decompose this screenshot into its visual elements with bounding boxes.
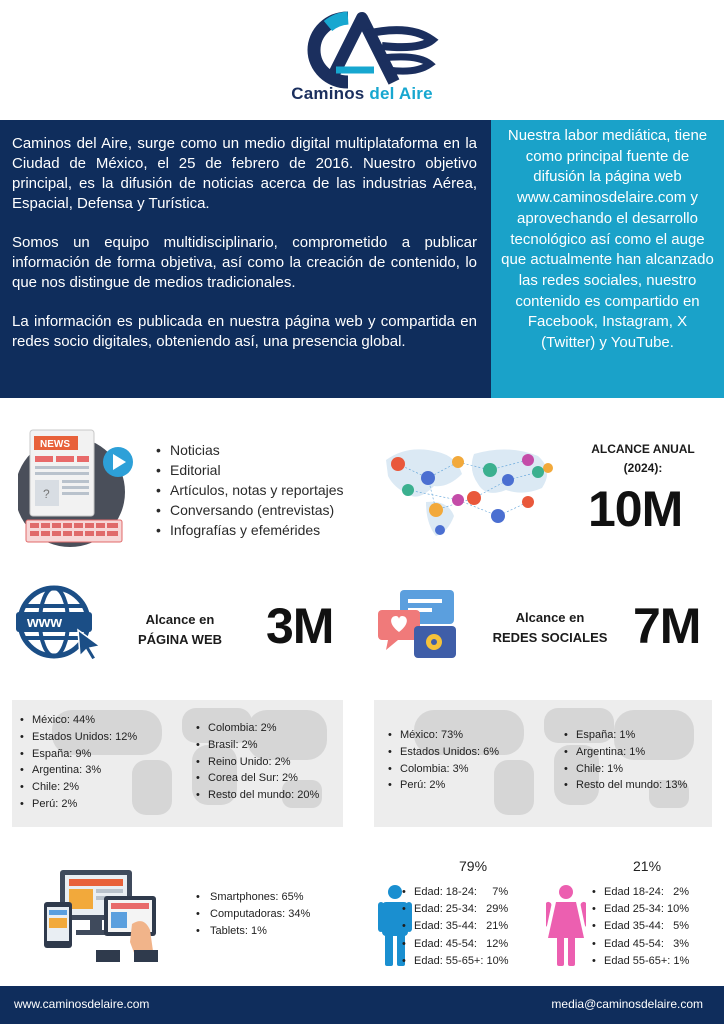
- web-reach-value: 3M: [266, 598, 334, 654]
- web-reach-label: [128, 610, 232, 650]
- intro-side-panel: [491, 120, 724, 398]
- annual-reach-label-line1: ALCANCE ANUAL: [591, 442, 695, 456]
- list-item: • Brasil: 2%: [196, 737, 319, 754]
- annual-reach-label: [584, 440, 702, 478]
- website-link[interactable]: www.caminosdelaire.com: [14, 997, 150, 1011]
- list-item: • Estados Unidos: 6%: [388, 744, 499, 761]
- male-percent: 79%: [459, 858, 488, 874]
- list-item: • Edad 55-65+: 1%: [592, 953, 689, 970]
- list-item: • Argentina: 1%: [564, 744, 687, 761]
- list-item: • Edad 18-24: 2%: [592, 884, 689, 901]
- list-item: • Perú: 2%: [388, 777, 499, 794]
- chat-bubbles-icon: [376, 588, 460, 664]
- list-item: • Resto del mundo: 20%: [196, 787, 319, 804]
- list-item: • Edad: 55-65+: 10%: [402, 953, 509, 970]
- male-age-list: [402, 884, 509, 970]
- intro-paragraph-3: La información es publicada en nuestra página web y compartida en redes socio digitales, obteniendo así, una presencia global.: [12, 313, 477, 350]
- intro-side-text: Nuestra labor mediática, tiene como principal fuente de difusión la página web www.caminosdelaire.com y aprovechando el desarrollo tecnológico así como el auge que actualmente han alcanzado las redes sociales, nuestro contenido es compartido en Facebook, Instagram, X (Twitter) y YouTube.: [501, 127, 714, 352]
- list-item: • Computadoras: 34%: [196, 906, 310, 923]
- list-item: • Chile: 2%: [20, 779, 137, 796]
- social-countries-col2: [564, 727, 687, 794]
- content-types-list: [156, 440, 344, 540]
- list-item: • México: 44%: [20, 712, 137, 729]
- list-item: • Edad: 35-44: 21%: [402, 918, 509, 935]
- list-item: • Edad: 25-34: 29%: [402, 901, 509, 918]
- list-item: • Edad 35-44: 5%: [592, 918, 689, 935]
- footer: [0, 986, 724, 1024]
- list-item: • Edad 45-54: 3%: [592, 936, 689, 953]
- list-item: • Perú: 2%: [20, 796, 137, 813]
- list-item: • Smartphones: 65%: [196, 889, 310, 906]
- list-item: • Estados Unidos: 12%: [20, 729, 137, 746]
- globe-www-icon: [14, 584, 106, 662]
- female-icon: [546, 884, 586, 968]
- female-percent: 21%: [633, 858, 662, 874]
- web-reach-label-line2: PÁGINA WEB: [137, 632, 223, 647]
- social-reach-label-line1: Alcance en: [515, 610, 585, 625]
- social-countries-col1: [388, 727, 499, 794]
- list-item: • Editorial: [156, 460, 344, 480]
- list-item: • Reino Unido: 2%: [196, 754, 319, 771]
- news-icon: [18, 428, 144, 548]
- social-countries-panel: [374, 700, 712, 827]
- social-reach-value: 7M: [633, 598, 701, 654]
- list-item: • Colombia: 3%: [388, 761, 499, 778]
- list-item: • España: 9%: [20, 746, 137, 763]
- annual-reach-label-line2: (2024):: [623, 461, 663, 475]
- list-item: • Argentina: 3%: [20, 762, 137, 779]
- list-item: • Resto del mundo: 13%: [564, 777, 687, 794]
- brand-name-part1: Caminos: [291, 84, 365, 103]
- list-item: • Infografías y efemérides: [156, 520, 344, 540]
- list-item: • Chile: 1%: [564, 761, 687, 778]
- web-reach-label-line1: Alcance en: [145, 612, 215, 627]
- web-countries-col1: [20, 712, 137, 813]
- devices-list: [196, 889, 310, 940]
- intro-panel: [0, 120, 491, 398]
- social-reach-label: [488, 608, 612, 648]
- list-item: • Edad: 18-24: 7%: [402, 884, 509, 901]
- intro-paragraph-1: Caminos del Aire, surge como un medio digital multiplataforma en la Ciudad de México, el 25 de febrero de 2016. Nuestro objetivo principal, es la difusión de noticias acerca de las industrias Aérea, Espacial, Defensa y Turística.: [12, 135, 477, 212]
- web-countries-panel: [12, 700, 343, 827]
- email-link[interactable]: media@caminosdelaire.com: [551, 997, 703, 1011]
- list-item: • Conversando (entrevistas): [156, 500, 344, 520]
- list-item: • Tablets: 1%: [196, 923, 310, 940]
- list-item: • Artículos, notas y reportajes: [156, 480, 344, 500]
- female-age-list: [592, 884, 689, 970]
- list-item: • Edad: 45-54: 12%: [402, 936, 509, 953]
- web-countries-col2: [196, 720, 319, 804]
- list-item: • Colombia: 2%: [196, 720, 319, 737]
- intro-paragraph-2: Somos un equipo multidisciplinario, comprometido a publicar información de forma objetiva, así como la creación de contenido, lo que nos distingue de medios tradicionales.: [12, 234, 477, 291]
- global-network-illustration: [378, 440, 558, 540]
- social-reach-label-line2: REDES SOCIALES: [492, 630, 608, 645]
- brand-name-part2: del Aire: [369, 84, 433, 103]
- svg-text:?: ?: [43, 487, 50, 501]
- list-item: • Noticias: [156, 440, 344, 460]
- annual-reach-value: 10M: [588, 481, 683, 537]
- brand-name: [0, 84, 724, 104]
- list-item: • Corea del Sur: 2%: [196, 770, 319, 787]
- list-item: • España: 1%: [564, 727, 687, 744]
- list-item: • México: 73%: [388, 727, 499, 744]
- devices-icon: [40, 866, 170, 962]
- news-icon-label: NEWS: [40, 439, 70, 450]
- list-item: • Edad 25-34: 10%: [592, 901, 689, 918]
- globe-www-label: www: [27, 614, 63, 631]
